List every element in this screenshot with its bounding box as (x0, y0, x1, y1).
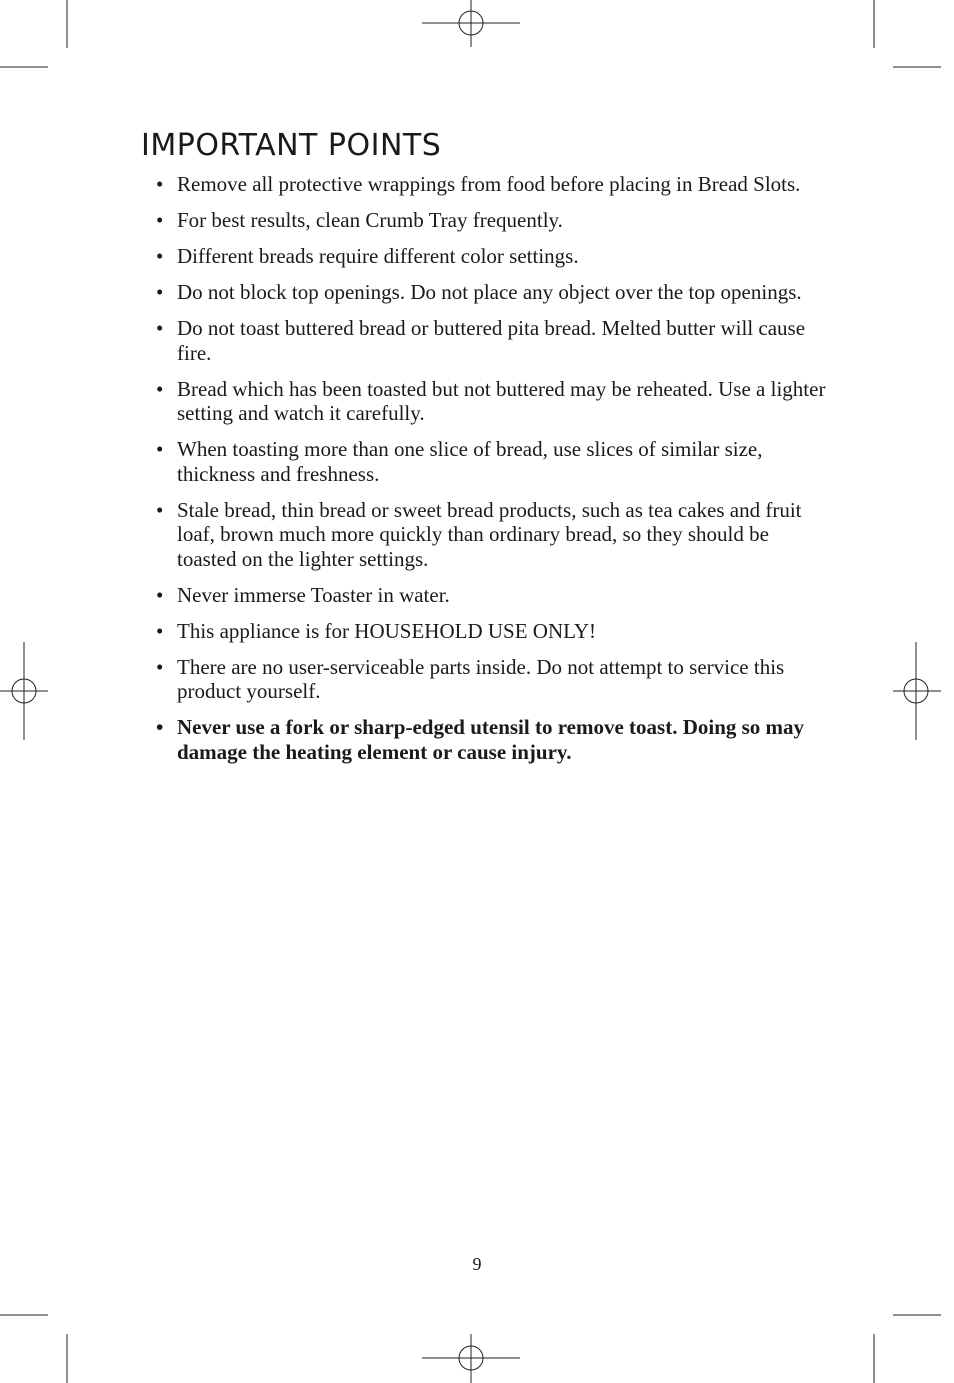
list-item (156, 280, 826, 305)
bullet-icon: • (156, 244, 164, 268)
bullet-icon: • (156, 376, 164, 401)
bullet-icon: • (156, 497, 164, 522)
bullet-icon: • (156, 172, 164, 196)
warning-item (156, 715, 826, 764)
list-item (156, 498, 826, 572)
bullet-icon: • (156, 654, 164, 679)
list-item (156, 619, 826, 644)
warning-text: Never use a fork or sharp-edged utensil to remove toast. Doing so may damage the heating element or cause injury. (177, 715, 805, 764)
list-item (156, 316, 826, 365)
bullet-icon: • (156, 715, 164, 739)
bullet-icon: • (156, 280, 164, 304)
list-item (156, 655, 826, 704)
bullet-icon: • (156, 582, 164, 607)
point-text: Bread which has been toasted but not buttered may be reheated. Use a lighter setting and watch it carefully. (177, 376, 826, 425)
list-item (156, 583, 826, 608)
page-title: IMPORTANT POINTS (141, 128, 442, 163)
point-text: There are no user-serviceable parts inside. Do not attempt to service this product yourself. (177, 654, 785, 703)
point-text: Remove all protective wrappings from food before placing in Bread Slots. (177, 172, 801, 196)
page-number: 9 (472, 1254, 482, 1274)
point-text: When toasting more than one slice of bread, use slices of similar size, thickness and freshness. (177, 437, 763, 486)
important-points-list (156, 172, 826, 776)
point-text: Do not toast buttered bread or buttered pita bread. Melted butter will cause fire. (177, 316, 806, 365)
list-item (156, 377, 826, 426)
list-item (156, 172, 826, 197)
list-item (156, 437, 826, 486)
bullet-icon: • (156, 437, 164, 461)
point-text: This appliance is for HOUSEHOLD USE ONLY! (177, 618, 596, 643)
bullet-icon: • (156, 208, 164, 232)
point-text: Never immerse Toaster in water. (177, 582, 450, 607)
point-text: Different breads require different color settings. (177, 244, 579, 268)
bullet-icon: • (156, 618, 164, 643)
point-text: Stale bread, thin bread or sweet bread products, such as tea cakes and fruit loaf, brown much more quickly than ordinary bread, so they should be toasted on the lighter settings. (177, 497, 802, 571)
point-text: For best results, clean Crumb Tray frequently. (177, 208, 563, 232)
list-item (156, 244, 826, 269)
list-item (156, 208, 826, 233)
point-text: Do not block top openings. Do not place any object over the top openings. (177, 280, 802, 304)
bullet-icon: • (156, 316, 164, 340)
